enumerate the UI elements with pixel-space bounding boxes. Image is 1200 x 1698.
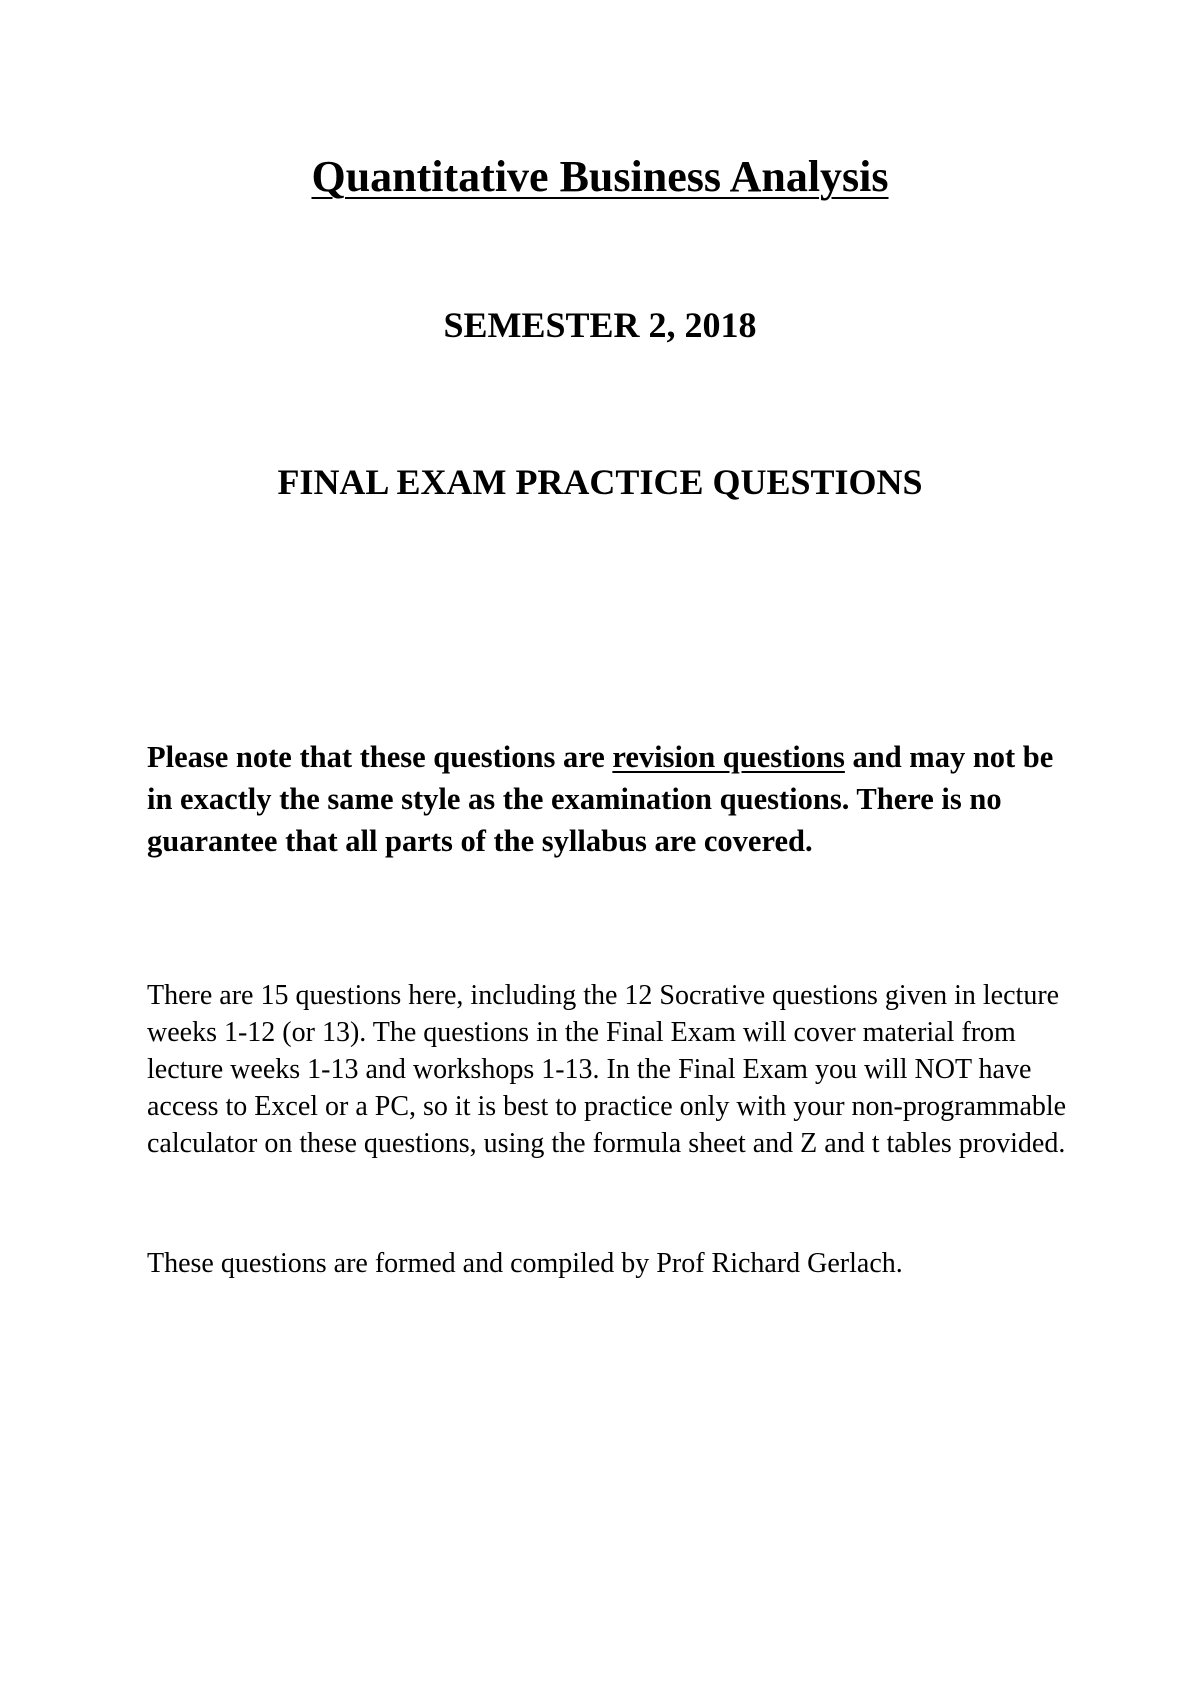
semester-heading: SEMESTER 2, 2018 xyxy=(443,305,757,345)
exam-subtitle: FINAL EXAM PRACTICE QUESTIONS xyxy=(277,462,923,502)
author-credit: These questions are formed and compiled by Prof Richard Gerlach. xyxy=(147,1248,903,1279)
instructions-paragraph: There are 15 questions here, including the 12 Socrative questions given in lecture weeks 1-12 (or 13). The questions in the Final Exam will cover material from lecture weeks 1-13 and workshops 1-13. In the Final Exam you will NOT have access to Excel or a PC, so it is best to practice only with your non-programmable calculator on these questions, using the formula sheet and Z and t tables provided. xyxy=(147,980,1067,1159)
notice-text-start: Please note that these questions are xyxy=(147,740,613,774)
document-title: Quantitative Business Analysis xyxy=(311,152,889,201)
notice-text-end: and may not be in exactly the same style as the examination questions. There is no guarantee that all parts of the syllabus are covered. xyxy=(147,740,1054,858)
revision-notice xyxy=(147,736,1077,862)
notice-emphasis: revision questions xyxy=(612,740,845,774)
